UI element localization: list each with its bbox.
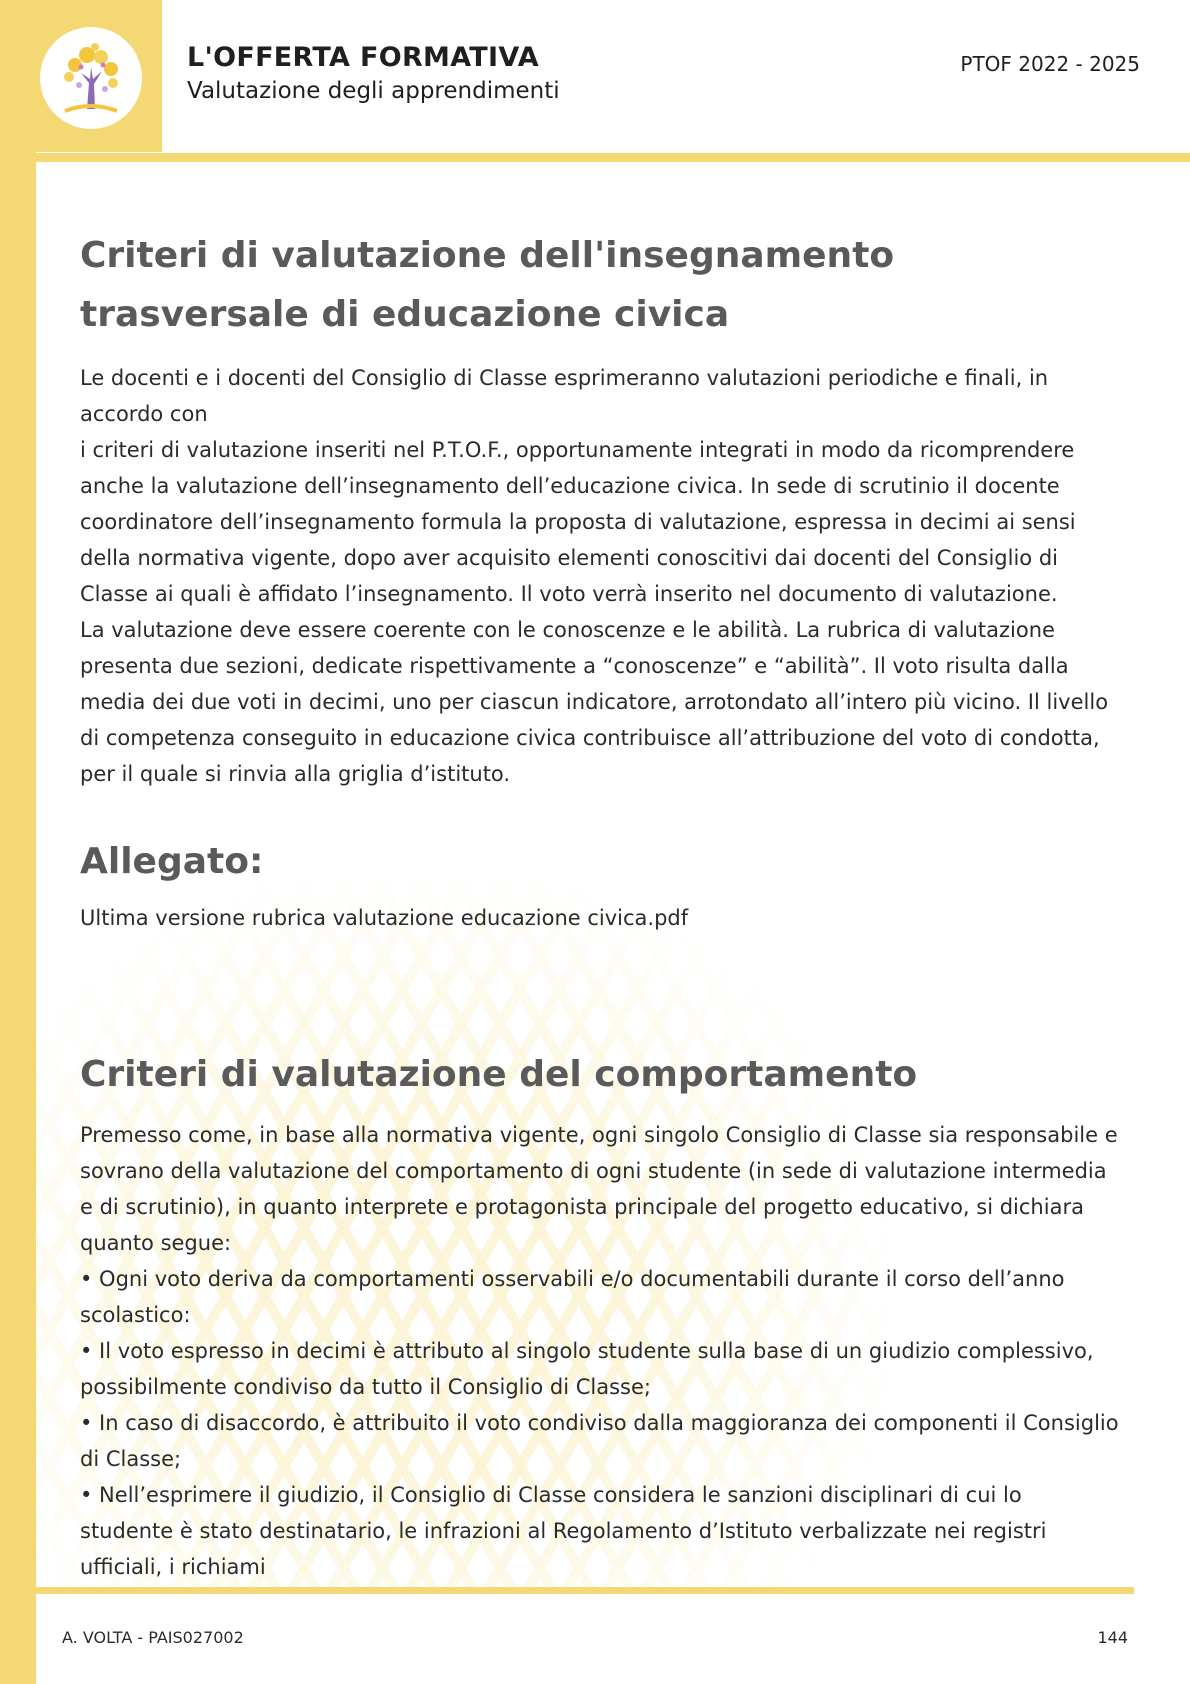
- paragraph: Premesso come, in base alla normativa vigente, ogni singolo Consiglio di Classe sia responsabile e sovrano della valutazione del comportamento di ogni studente (in sede di valutazione intermedia e di scrutinio), in quanto interprete e protagonista principale del progetto educativo, si dichiara quanto segue:: [80, 1123, 1118, 1255]
- list-item: • In caso di disaccordo, è attribuito il voto condiviso dalla maggioranza dei componenti il Consiglio di Classe;: [80, 1411, 1119, 1471]
- footer-divider: [36, 1587, 1134, 1594]
- section-title-civics: Criteri di valutazione dell'insegnamento trasversale di educazione civica: [80, 235, 895, 335]
- logo-badge: [40, 27, 142, 129]
- paragraph: Le docenti e i docenti del Consiglio di Classe esprimeranno valutazioni periodiche e finali, in accordo con: [80, 366, 1049, 426]
- paragraph: i criteri di valutazione inseriti nel P.T.O.F., opportunamente integrati in modo da ricomprendere anche la valutazione dell’insegnamento dell’educazione civica. In sede di scrutinio il docente coordinatore dell’insegnamento formula la proposta di valutazione, espressa in decimi ai sensi della normativa vigente, dopo aver acquisito elementi conoscitivi dai docenti del Consiglio di Classe ai quali è affidato l’insegnamento. Il voto verrà inserito nel documento di valutazione.: [80, 438, 1076, 606]
- section-title-behaviour: Criteri di valutazione del comportamento: [80, 1054, 918, 1095]
- page-number: 144: [1097, 1628, 1128, 1647]
- footer-school: A. VOLTA - PAIS027002: [62, 1628, 244, 1647]
- paragraph: La valutazione deve essere coerente con le conoscenze e le abilità. La rubrica di valutazione presenta due sezioni, dedicate rispettivamente a “conoscenze” e “abilità”. Il voto risulta dalla media dei due voti in decimi, uno per ciascun indicatore, arrotondato all’intero più vicino. Il livello di competenza conseguito in educazione civica contribuisce all’attribuzione del voto di condotta, per il quale si rinvia alla griglia d’istituto.: [80, 618, 1109, 786]
- header-subtitle: Valutazione degli apprendimenti: [187, 78, 560, 104]
- logo-block: [0, 0, 162, 152]
- header-title: L'OFFERTA FORMATIVA: [187, 42, 539, 73]
- tree-logo-icon: [51, 37, 131, 117]
- section-body-civics: [80, 360, 1120, 792]
- header-divider: [36, 153, 1190, 162]
- attachment-link[interactable]: Ultima versione rubrica valutazione educazione civica.pdf: [80, 906, 689, 930]
- list-item: • Nell’esprimere il giudizio, il Consiglio di Classe considera le sanzioni disciplinari di cui lo studente è stato destinatario, le infrazioni al Regolamento d’Istituto verbalizzate nei registri ufficiali, i richiami: [80, 1483, 1047, 1579]
- section-body-behaviour: [80, 1117, 1120, 1585]
- ptof-label: PTOF 2022 - 2025: [960, 52, 1140, 76]
- attachment-title: Allegato:: [80, 841, 264, 882]
- list-item: • Ogni voto deriva da comportamenti osservabili e/o documentabili durante il corso dell’anno scolastico:: [80, 1267, 1065, 1327]
- list-item: • Il voto espresso in decimi è attributo al singolo studente sulla base di un giudizio complessivo, possibilmente condiviso da tutto il Consiglio di Classe;: [80, 1339, 1094, 1399]
- left-accent-band: [0, 0, 36, 1684]
